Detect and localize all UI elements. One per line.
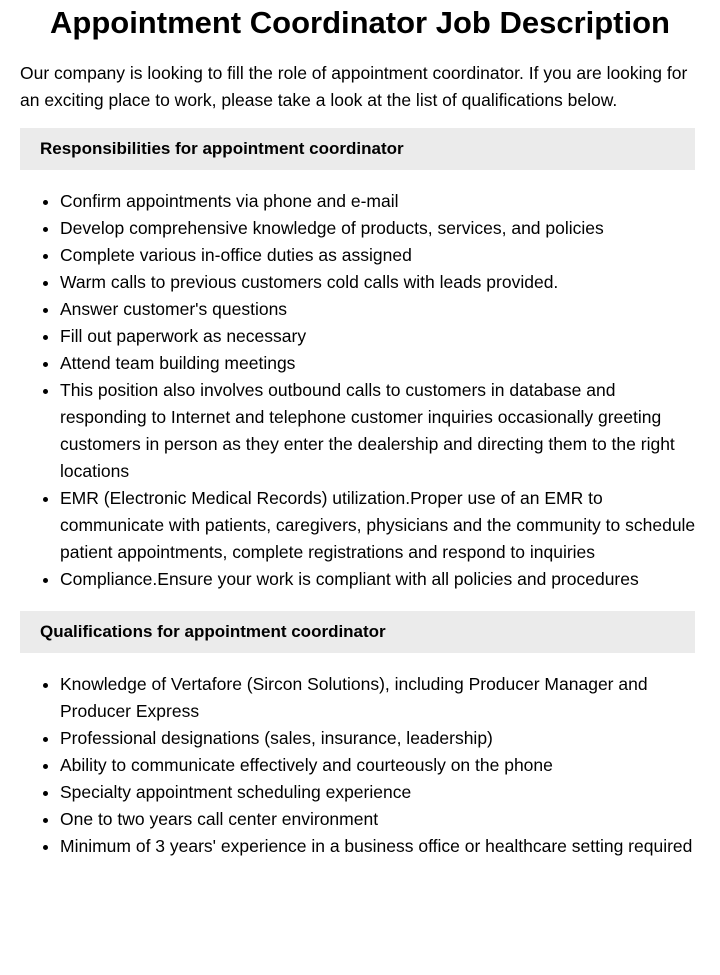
list-item: • Answer customer's questions	[60, 296, 700, 323]
list-item: • Develop comprehensive knowledge of products, services, and policies	[60, 215, 700, 242]
qualifications-heading: Qualifications for appointment coordinator	[20, 611, 695, 653]
qualifications-list	[20, 671, 700, 860]
responsibilities-list	[20, 188, 700, 593]
list-item: • Fill out paperwork as necessary	[60, 323, 700, 350]
list-item: • Complete various in-office duties as assigned	[60, 242, 700, 269]
list-item: • EMR (Electronic Medical Records) utilization.Proper use of an EMR to communicate with patients, caregivers, physicians and the community to schedule patient appointments, complete registrations and respond to inquiries	[60, 485, 700, 566]
intro-text: Our company is looking to fill the role of appointment coordinator. If you are looking for an exciting place to work, please take a look at the list of qualifications below.	[20, 63, 688, 110]
list-item: • Professional designations (sales, insurance, leadership)	[60, 725, 700, 752]
list-item: • Compliance.Ensure your work is compliant with all policies and procedures	[60, 566, 700, 593]
responsibilities-heading: Responsibilities for appointment coordinator	[20, 128, 695, 170]
list-item: • Attend team building meetings	[60, 350, 700, 377]
list-item: • Confirm appointments via phone and e-mail	[60, 188, 700, 215]
list-item: • Ability to communicate effectively and courteously on the phone	[60, 752, 700, 779]
list-item: • Knowledge of Vertafore (Sircon Solutions), including Producer Manager and Producer Express	[60, 671, 700, 725]
list-item: • Minimum of 3 years' experience in a business office or healthcare setting required	[60, 833, 700, 860]
list-item: • Specialty appointment scheduling experience	[60, 779, 700, 806]
page-title: Appointment Coordinator Job Description	[50, 5, 670, 40]
list-item: • One to two years call center environment	[60, 806, 700, 833]
list-item: • Warm calls to previous customers cold calls with leads provided.	[60, 269, 700, 296]
list-item: • This position also involves outbound calls to customers in database and responding to Internet and telephone customer inquiries occasionally greeting customers in person as they enter the dealership and directing them to the right locations	[60, 377, 700, 485]
